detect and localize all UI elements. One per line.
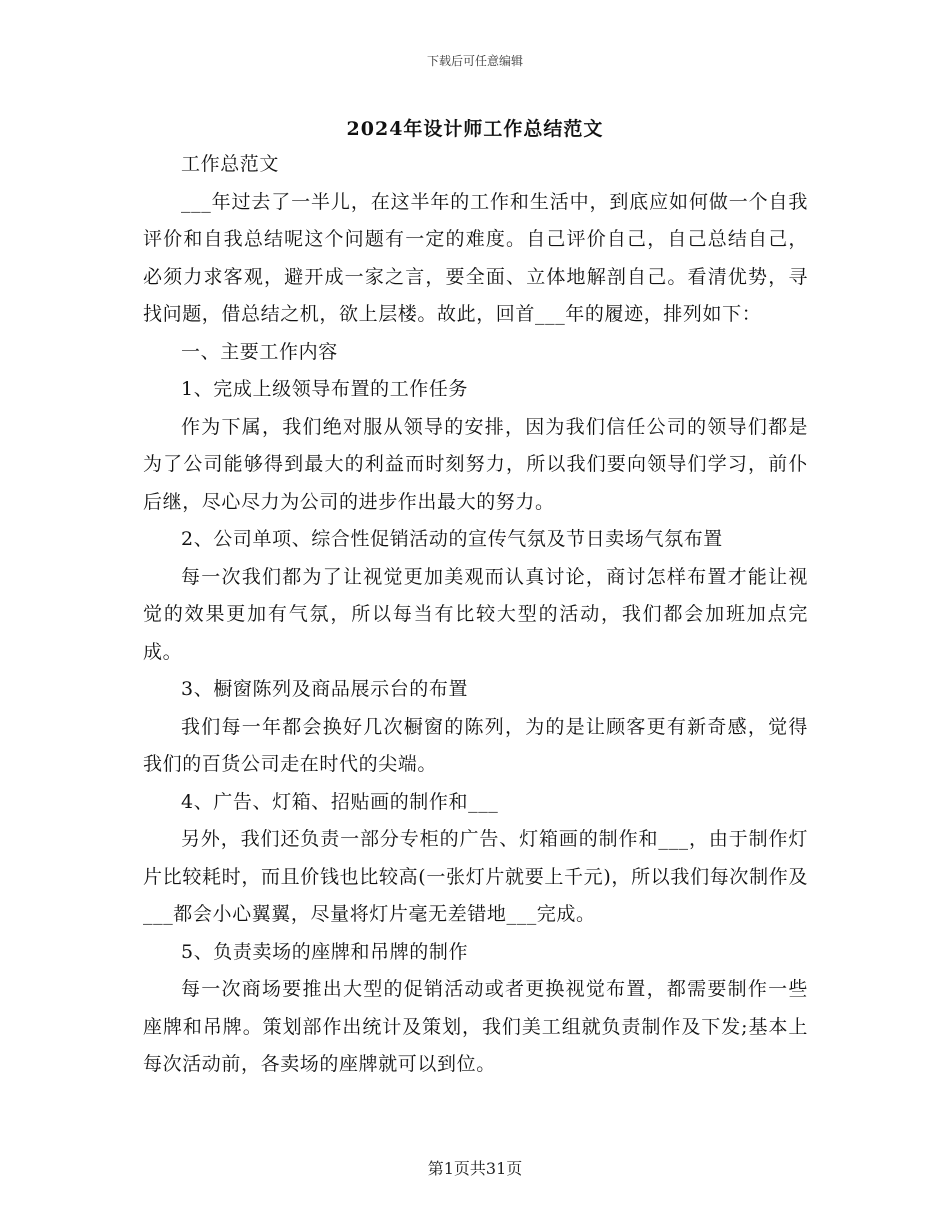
- paragraph-intro: ___年过去了一半儿，在这半年的工作和生活中，到底应如何做一个自我评价和自我总结呢这个问题有一定的难度。自己评价自己，自己总结自己，必须力求客观，避开成一家之言，要全面、立体地解剖自己。看清优势，寻找问题，借总结之机，欲上层楼。故此，回首___年的履迹，排列如下：: [143, 190, 808, 325]
- paragraph-subtitle: 工作总范文: [181, 153, 280, 175]
- paragraph-item-1: 作为下属，我们绝对服从领导的安排，因为我们信任公司的领导们都是为了公司能够得到最大的利益而时刻努力，所以我们要向领导们学习，前仆后继，尽心尽力为公司的进步作出最大的努力。: [143, 415, 808, 513]
- item-heading-4: 4、广告、灯箱、招贴画的制作和___: [181, 790, 499, 813]
- item-heading-3: 3、橱窗陈列及商品展示台的布置: [181, 678, 469, 700]
- document-title: 2024年设计师工作总结范文: [346, 118, 604, 140]
- page-header: 下载后可任意编辑: [426, 54, 523, 68]
- section-heading-main-work: 一、主要工作内容: [181, 340, 338, 363]
- item-heading-2: 2、公司单项、综合性促销活动的宣传气氛及节日卖场气氛布置: [181, 528, 723, 550]
- document-body: [143, 146, 808, 1084]
- paragraph-item-3: 我们每一年都会换好几次橱窗的陈列，为的是让顾客更有新奇感，觉得我们的百货公司走在时代的尖端。: [143, 715, 808, 775]
- paragraph-item-4: 另外，我们还负责一部分专柜的广告、灯箱画的制作和___，由于制作灯片比较耗时，而且价钱也比较高(一张灯片就要上千元)，所以我们每次制作及___都会小心翼翼，尽量将灯片毫无差错地___完成。: [143, 828, 808, 925]
- page-footer: 第1页共31页: [427, 1159, 523, 1178]
- paragraph-item-2: 每一次我们都为了让视觉更加美观而认真讨论，商讨怎样布置才能让视觉的效果更加有气氛，所以每当有比较大型的活动，我们都会加班加点完成。: [143, 565, 808, 663]
- item-heading-5: 5、负责卖场的座牌和吊牌的制作: [181, 940, 469, 963]
- item-heading-1: 1、完成上级领导布置的工作任务: [181, 378, 469, 400]
- paragraph-item-5: 每一次商场要推出大型的促销活动或者更换视觉布置，都需要制作一些座牌和吊牌。策划部作出统计及策划，我们美工组就负责制作及下发;基本上每次活动前，各卖场的座牌就可以到位。: [143, 978, 808, 1075]
